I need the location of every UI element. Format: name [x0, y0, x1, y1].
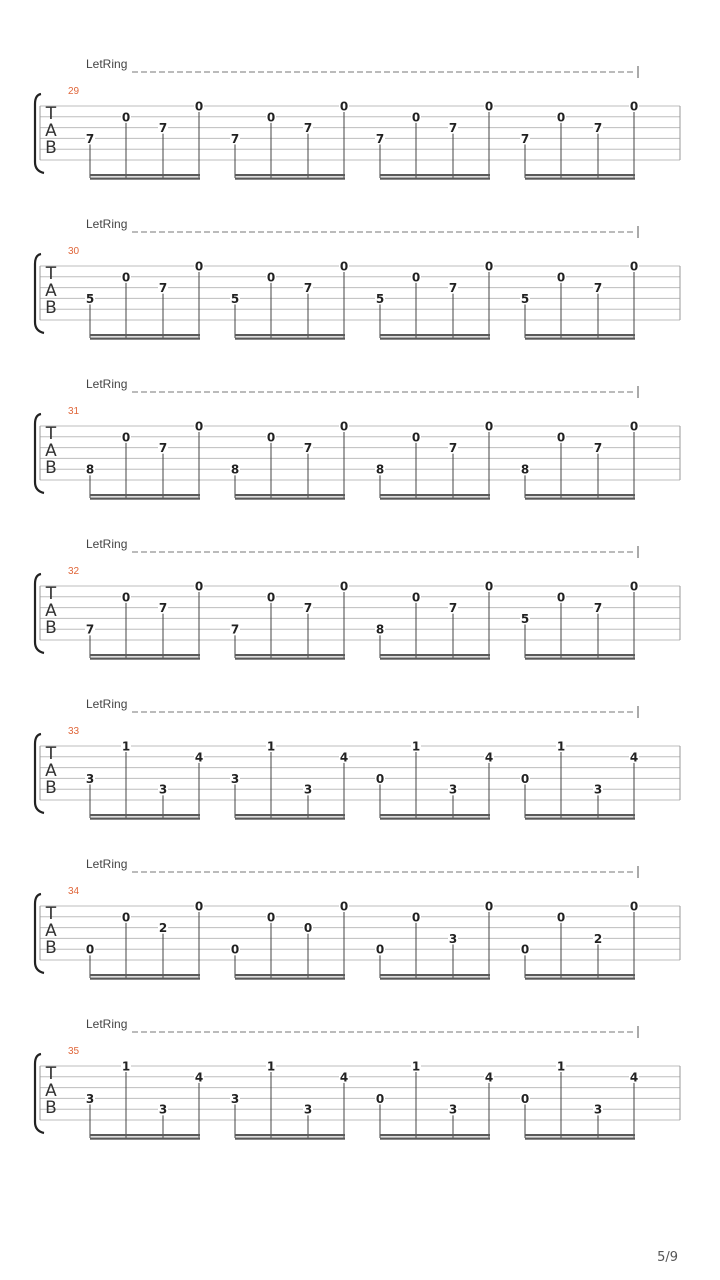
- tab-clef-t: T: [45, 264, 57, 284]
- fret-number: 0: [629, 99, 639, 114]
- measure-number: 30: [68, 246, 80, 257]
- fret-number: 0: [339, 419, 349, 434]
- fret-number: 4: [339, 1070, 349, 1085]
- let-ring-label: LetRing: [86, 537, 128, 551]
- fret-number: 7: [303, 121, 313, 136]
- tab-clef-a: A: [45, 281, 57, 301]
- fret-number: 1: [266, 1059, 276, 1074]
- fret-number: 5: [520, 611, 530, 626]
- beam-secondary: [380, 338, 490, 340]
- beam-secondary: [525, 658, 635, 660]
- fret-number: 0: [556, 910, 566, 925]
- beam-primary: [90, 1134, 200, 1136]
- fret-number: 7: [520, 131, 530, 146]
- fret-number: 0: [194, 579, 204, 594]
- tab-clef-b: B: [45, 938, 57, 958]
- tab-clef-b: B: [45, 298, 57, 318]
- beam-secondary: [235, 658, 345, 660]
- beam-secondary: [90, 178, 200, 180]
- beam-secondary: [525, 178, 635, 180]
- tab-clef-t: T: [45, 1064, 57, 1084]
- tab-clef-b: B: [45, 618, 57, 638]
- beam-secondary: [90, 338, 200, 340]
- fret-number: 4: [629, 1070, 639, 1085]
- fret-number: 0: [520, 771, 530, 786]
- beam-secondary: [235, 1138, 345, 1140]
- fret-number: 3: [303, 782, 313, 797]
- fret-number: 1: [121, 1059, 131, 1074]
- beam-primary: [380, 974, 490, 976]
- beam-primary: [525, 174, 635, 176]
- beam-primary: [380, 654, 490, 656]
- fret-number: 0: [194, 419, 204, 434]
- tab-clef-a: A: [45, 921, 57, 941]
- fret-number: 3: [448, 782, 458, 797]
- beam-primary: [380, 1134, 490, 1136]
- fret-number: 7: [230, 622, 240, 637]
- fret-number: 7: [593, 121, 603, 136]
- beam-primary: [525, 1134, 635, 1136]
- tab-clef-t: T: [45, 744, 57, 764]
- let-ring-label: LetRing: [86, 57, 128, 71]
- beam-secondary: [90, 978, 200, 980]
- beam-primary: [525, 494, 635, 496]
- fret-number: 3: [593, 782, 603, 797]
- beam-secondary: [380, 178, 490, 180]
- beam-primary: [235, 174, 345, 176]
- fret-number: 0: [484, 419, 494, 434]
- fret-number: 4: [194, 1070, 204, 1085]
- beam-secondary: [380, 818, 490, 820]
- beam-secondary: [380, 1138, 490, 1140]
- fret-number: 1: [411, 739, 421, 754]
- fret-number: 0: [266, 110, 276, 125]
- fret-number: 0: [121, 430, 131, 445]
- fret-number: 0: [375, 942, 385, 957]
- tab-clef-a: A: [45, 761, 57, 781]
- beam-secondary: [90, 1138, 200, 1140]
- tab-clef-b: B: [45, 138, 57, 158]
- fret-number: 0: [266, 590, 276, 605]
- beam-secondary: [525, 978, 635, 980]
- fret-number: 0: [339, 99, 349, 114]
- fret-number: 0: [411, 430, 421, 445]
- fret-number: 0: [194, 899, 204, 914]
- fret-number: 1: [266, 739, 276, 754]
- fret-number: 0: [520, 942, 530, 957]
- beam-primary: [235, 814, 345, 816]
- beam-secondary: [235, 818, 345, 820]
- fret-number: 1: [556, 1059, 566, 1074]
- fret-number: 0: [339, 579, 349, 594]
- fret-number: 0: [266, 910, 276, 925]
- beam-primary: [525, 334, 635, 336]
- fret-number: 0: [85, 942, 95, 957]
- fret-number: 5: [375, 291, 385, 306]
- beam-primary: [525, 654, 635, 656]
- beam-secondary: [380, 498, 490, 500]
- tab-clef-a: A: [45, 601, 57, 621]
- fret-number: 7: [303, 441, 313, 456]
- measure-number: 34: [68, 886, 80, 897]
- measure-number: 35: [68, 1046, 80, 1057]
- system-30: [35, 217, 680, 340]
- fret-number: 2: [158, 921, 168, 936]
- fret-number: 2: [593, 931, 603, 946]
- beam-primary: [235, 494, 345, 496]
- fret-number: 0: [629, 579, 639, 594]
- fret-number: 4: [484, 750, 494, 765]
- fret-number: 1: [411, 1059, 421, 1074]
- fret-number: 8: [375, 462, 385, 477]
- fret-number: 0: [629, 899, 639, 914]
- fret-number: 7: [448, 441, 458, 456]
- tab-clef-a: A: [45, 1081, 57, 1101]
- beam-secondary: [235, 978, 345, 980]
- fret-number: 7: [85, 622, 95, 637]
- fret-number: 0: [194, 259, 204, 274]
- fret-number: 7: [593, 441, 603, 456]
- fret-number: 0: [484, 899, 494, 914]
- let-ring-label: LetRing: [86, 697, 128, 711]
- beam-primary: [90, 814, 200, 816]
- system-31: [35, 377, 680, 500]
- fret-number: 7: [375, 131, 385, 146]
- fret-number: 3: [85, 1091, 95, 1106]
- let-ring-label: LetRing: [86, 217, 128, 231]
- fret-number: 0: [266, 430, 276, 445]
- fret-number: 8: [520, 462, 530, 477]
- tab-clef-t: T: [45, 904, 57, 924]
- beam-secondary: [90, 818, 200, 820]
- fret-number: 0: [121, 270, 131, 285]
- fret-number: 7: [593, 281, 603, 296]
- tab-clef-b: B: [45, 458, 57, 478]
- fret-number: 4: [629, 750, 639, 765]
- fret-number: 0: [556, 590, 566, 605]
- fret-number: 0: [556, 430, 566, 445]
- fret-number: 7: [303, 281, 313, 296]
- let-ring-label: LetRing: [86, 377, 128, 391]
- tab-clef-t: T: [45, 424, 57, 444]
- fret-number: 3: [593, 1102, 603, 1117]
- fret-number: 0: [303, 921, 313, 936]
- fret-number: 0: [520, 1091, 530, 1106]
- fret-number: 3: [303, 1102, 313, 1117]
- fret-number: 4: [339, 750, 349, 765]
- beam-primary: [380, 334, 490, 336]
- beam-primary: [235, 334, 345, 336]
- fret-number: 3: [158, 1102, 168, 1117]
- fret-number: 0: [411, 110, 421, 125]
- beam-primary: [90, 174, 200, 176]
- system-34: [35, 857, 680, 980]
- fret-number: 7: [448, 601, 458, 616]
- measure-number: 33: [68, 726, 80, 737]
- system-29: [35, 57, 680, 180]
- fret-number: 0: [411, 590, 421, 605]
- fret-number: 8: [375, 622, 385, 637]
- measure-number: 31: [68, 406, 80, 417]
- beam-secondary: [235, 498, 345, 500]
- fret-number: 0: [484, 579, 494, 594]
- fret-number: 3: [448, 1102, 458, 1117]
- beam-primary: [235, 974, 345, 976]
- let-ring-label: LetRing: [86, 1017, 128, 1031]
- fret-number: 0: [629, 259, 639, 274]
- beam-primary: [90, 494, 200, 496]
- fret-number: 0: [411, 270, 421, 285]
- fret-number: 7: [448, 121, 458, 136]
- fret-number: 5: [230, 291, 240, 306]
- fret-number: 3: [448, 931, 458, 946]
- beam-secondary: [525, 818, 635, 820]
- fret-number: 1: [556, 739, 566, 754]
- fret-number: 0: [629, 419, 639, 434]
- beam-secondary: [90, 658, 200, 660]
- beam-secondary: [380, 978, 490, 980]
- fret-number: 0: [121, 110, 131, 125]
- fret-number: 0: [194, 99, 204, 114]
- fret-number: 7: [230, 131, 240, 146]
- fret-number: 7: [158, 441, 168, 456]
- beam-secondary: [525, 338, 635, 340]
- beam-secondary: [525, 1138, 635, 1140]
- beam-primary: [235, 654, 345, 656]
- fret-number: 3: [85, 771, 95, 786]
- tab-clef-b: B: [45, 778, 57, 798]
- tab-clef-a: A: [45, 121, 57, 141]
- beam-primary: [90, 654, 200, 656]
- fret-number: 7: [303, 601, 313, 616]
- fret-number: 4: [194, 750, 204, 765]
- beam-secondary: [380, 658, 490, 660]
- beam-primary: [380, 814, 490, 816]
- fret-number: 7: [85, 131, 95, 146]
- fret-number: 8: [85, 462, 95, 477]
- fret-number: 5: [520, 291, 530, 306]
- fret-number: 0: [339, 899, 349, 914]
- fret-number: 3: [230, 771, 240, 786]
- fret-number: 7: [158, 121, 168, 136]
- fret-number: 0: [121, 910, 131, 925]
- beam-primary: [380, 174, 490, 176]
- fret-number: 8: [230, 462, 240, 477]
- measure-number: 29: [68, 86, 80, 97]
- fret-number: 7: [158, 281, 168, 296]
- fret-number: 5: [85, 291, 95, 306]
- fret-number: 4: [484, 1070, 494, 1085]
- beam-primary: [380, 494, 490, 496]
- fret-number: 0: [484, 99, 494, 114]
- fret-number: 7: [158, 601, 168, 616]
- fret-number: 3: [158, 782, 168, 797]
- tab-clef-b: B: [45, 1098, 57, 1118]
- fret-number: 3: [230, 1091, 240, 1106]
- fret-number: 0: [411, 910, 421, 925]
- system-33: [35, 697, 680, 820]
- page-number: 5/9: [657, 1250, 678, 1265]
- tab-clef-t: T: [45, 104, 57, 124]
- fret-number: 0: [556, 110, 566, 125]
- fret-number: 0: [484, 259, 494, 274]
- beam-primary: [525, 974, 635, 976]
- fret-number: 0: [121, 590, 131, 605]
- beam-primary: [235, 1134, 345, 1136]
- fret-number: 0: [230, 942, 240, 957]
- fret-number: 0: [339, 259, 349, 274]
- tab-clef-a: A: [45, 441, 57, 461]
- beam-primary: [90, 334, 200, 336]
- beam-secondary: [525, 498, 635, 500]
- fret-number: 7: [448, 281, 458, 296]
- beam-secondary: [235, 338, 345, 340]
- measure-number: 32: [68, 566, 80, 577]
- system-35: [35, 1017, 680, 1140]
- fret-number: 7: [593, 601, 603, 616]
- tab-clef-t: T: [45, 584, 57, 604]
- beam-secondary: [90, 498, 200, 500]
- let-ring-label: LetRing: [86, 857, 128, 871]
- beam-secondary: [235, 178, 345, 180]
- beam-primary: [525, 814, 635, 816]
- fret-number: 0: [375, 1091, 385, 1106]
- fret-number: 1: [121, 739, 131, 754]
- system-32: [35, 537, 680, 660]
- fret-number: 0: [375, 771, 385, 786]
- beam-primary: [90, 974, 200, 976]
- fret-number: 0: [266, 270, 276, 285]
- fret-number: 0: [556, 270, 566, 285]
